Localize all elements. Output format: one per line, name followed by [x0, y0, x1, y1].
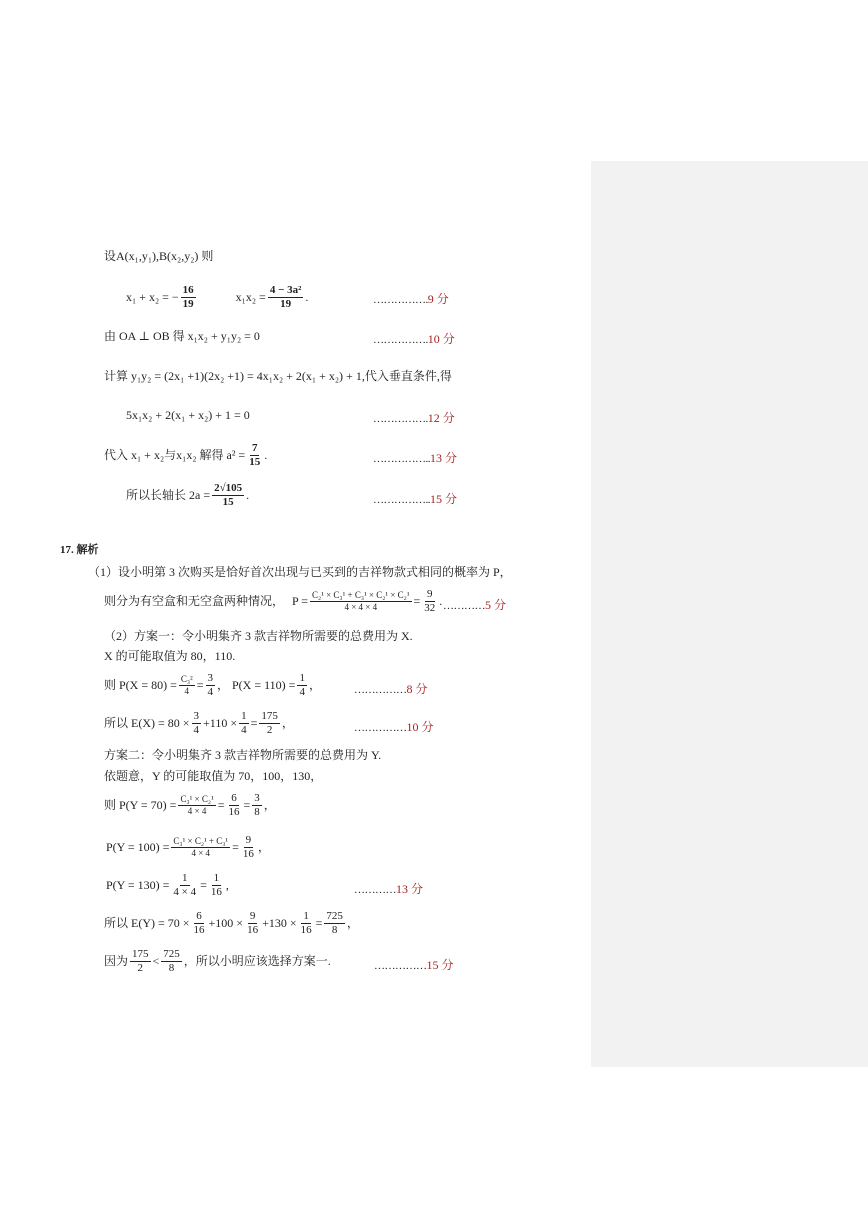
score-points: 13 分: [430, 451, 458, 465]
numerator: 9: [245, 834, 252, 846]
text: ，: [257, 840, 270, 855]
text: 设A(x₁,y₁),B(x₂,y₂) 则: [104, 249, 214, 263]
denominator: 4: [299, 685, 305, 698]
question-17-heading: [60, 545, 99, 556]
dots: ……………..: [373, 453, 430, 465]
denominator: 8: [168, 961, 175, 974]
score-points: 13 分: [396, 882, 424, 896]
denominator: 4: [241, 723, 247, 736]
line-plan1: [104, 630, 413, 642]
numerator: 175: [261, 710, 278, 722]
denominator: 8: [331, 923, 338, 936]
dots: …………: [354, 884, 396, 896]
dots: ……………: [354, 722, 407, 734]
fraction: [209, 872, 224, 898]
score-marker: [373, 330, 455, 347]
fraction: [206, 672, 216, 698]
score-points: 9 分: [427, 292, 449, 306]
numerator: C₃²: [180, 674, 193, 685]
fraction: [171, 872, 198, 898]
numerator: 1: [303, 910, 309, 922]
text: （1）设小明第 3 次购买是恰好首次出现与已买到的吉祥物款式相同的概率为 P，: [88, 565, 512, 579]
line-compute: [104, 370, 452, 382]
text: 则 P(X = 80) =: [104, 678, 177, 693]
text: x₁ + x₂ = −: [126, 290, 179, 305]
denominator: 15: [222, 495, 234, 508]
denominator: 4 × 4: [187, 805, 207, 816]
numerator: 6: [196, 910, 202, 922]
text: .: [246, 488, 250, 503]
score-marker: [374, 956, 454, 973]
denominator: 16: [247, 923, 259, 936]
fraction: [299, 910, 314, 936]
line-equation: [126, 409, 250, 421]
denominator: 19: [182, 297, 194, 310]
dots: ……………: [374, 960, 427, 972]
text: P(Y = 100) =: [106, 840, 170, 855]
fraction: [130, 948, 151, 974]
score-marker: [354, 680, 428, 697]
text: P(Y = 130) =: [106, 878, 170, 893]
fraction: [241, 834, 256, 860]
denominator: 16: [300, 923, 312, 936]
fraction: [268, 284, 304, 310]
numerator: 1: [213, 872, 220, 884]
line-perpendicular: [104, 330, 260, 342]
line-py130: [106, 872, 229, 898]
score-points: 12 分: [427, 411, 455, 425]
numerator: 725: [326, 910, 343, 922]
text: =: [232, 840, 239, 855]
text: 由 OA ⊥ OB 得 x₁x₂ + y₁y₂ = 0: [104, 329, 260, 343]
text: +110 ×: [203, 716, 238, 731]
text: 方案二：令小明集齐 3 款吉祥物所需要的总费用为 Y.: [104, 748, 382, 762]
numerator: 9: [427, 588, 433, 600]
numerator: 3: [254, 792, 260, 804]
text: ，: [308, 678, 321, 693]
fraction: [171, 836, 230, 858]
numerator: C₃¹ × C₂¹ + C₃¹: [173, 836, 229, 847]
comment-pane: [591, 161, 868, 1067]
denominator: 4 × 4: [191, 847, 211, 858]
line-plan2: [104, 749, 381, 761]
dots: …………….: [373, 413, 428, 425]
text: =: [250, 716, 258, 731]
numerator: 3: [207, 672, 213, 684]
text: .: [264, 448, 268, 463]
line-x-values: [104, 650, 235, 662]
line-major-axis: [126, 482, 249, 508]
denominator: 4: [207, 685, 213, 698]
line-part1-intro: [88, 566, 512, 578]
score-marker: [373, 409, 455, 426]
score-points: 15 分: [430, 492, 458, 506]
score-points: 8 分: [406, 682, 428, 696]
fraction: [192, 910, 207, 936]
denominator: 16: [193, 923, 205, 936]
text: +130 ×: [262, 916, 297, 931]
score-points: 5 分: [485, 598, 507, 612]
denominator: 2: [266, 723, 273, 736]
numerator: 4 − 3a²: [269, 284, 302, 296]
text: =: [243, 798, 251, 813]
numerator: 16: [182, 284, 194, 296]
line-sum-product: [126, 284, 308, 310]
numerator: 1: [241, 710, 247, 722]
text: 依题意，Y 的可能取值为 70，100，130，: [104, 769, 323, 783]
score-marker: [354, 718, 434, 735]
score-marker: [373, 290, 449, 307]
fraction: [179, 674, 195, 696]
dots: ……………..: [373, 494, 430, 506]
denominator: 2: [137, 961, 144, 974]
score-marker: [354, 880, 423, 897]
line-ey: [104, 910, 359, 936]
fraction: [226, 792, 241, 818]
text: ， P(X = 110) =: [217, 678, 296, 693]
denominator: 16: [242, 847, 254, 860]
score-points: 10 分: [427, 332, 455, 346]
text: .: [305, 290, 309, 305]
fraction: [297, 672, 307, 698]
fraction: [252, 792, 262, 818]
text: x₁x₂ =: [235, 290, 266, 305]
line-y-values: [104, 770, 322, 782]
text: =: [217, 798, 225, 813]
denominator: 19: [280, 297, 292, 310]
denominator: 32: [424, 601, 436, 614]
fraction: [239, 710, 249, 736]
text: 因为: [104, 954, 129, 969]
numerator: C₃¹ × C₂¹: [180, 794, 214, 805]
fraction: [181, 284, 196, 310]
dots: …………….: [373, 334, 428, 346]
line-py100: [106, 834, 270, 860]
numerator: 725: [163, 948, 180, 960]
numerator: 1: [182, 872, 188, 884]
text: 则分为有空盒和无空盒两种情况，: [104, 594, 285, 609]
text: ，: [281, 716, 294, 731]
denominator: 16: [210, 885, 222, 898]
score-marker: [373, 490, 457, 507]
text: +100 ×: [208, 916, 244, 931]
line-py70: [104, 792, 276, 818]
fraction: [212, 482, 244, 508]
numerator: 7: [251, 442, 258, 454]
text: 则 P(Y = 70) =: [104, 798, 177, 813]
denominator: 4: [193, 723, 200, 736]
numerator: 175: [132, 948, 149, 960]
fraction: [259, 710, 280, 736]
fraction: [245, 910, 260, 936]
numerator: 1: [299, 672, 305, 684]
fraction: [192, 710, 202, 736]
line-solve-a: [104, 442, 267, 468]
text: <: [152, 954, 160, 969]
text: ，: [346, 916, 359, 931]
fraction: [161, 948, 182, 974]
text: =: [196, 678, 204, 693]
line-ex: [104, 710, 294, 736]
text: ,: [225, 878, 229, 893]
fraction: [422, 588, 437, 614]
line-set-points: [104, 250, 213, 262]
score-marker: [373, 449, 457, 466]
text: =: [413, 594, 421, 609]
text: 所以 E(Y) = 70 ×: [104, 916, 190, 931]
text: 所以 E(X) = 80 ×: [104, 716, 190, 731]
text: ，: [263, 798, 276, 813]
text: .: [439, 594, 443, 609]
numerator: 3: [193, 710, 200, 722]
line-part1-prob: [104, 588, 442, 614]
fraction: [310, 590, 412, 612]
text: P =: [292, 594, 309, 609]
fraction: [247, 442, 262, 468]
text: =: [315, 916, 323, 931]
fraction: [324, 910, 345, 936]
text: （2）方案一：令小明集齐 3 款吉祥物所需要的总费用为 X.: [104, 629, 413, 643]
dots: ……………: [354, 684, 407, 696]
numerator: 9: [249, 910, 256, 922]
score-points: 15 分: [426, 958, 454, 972]
dots: …………: [443, 600, 485, 612]
denominator: 15: [249, 455, 261, 468]
text: X 的可能取值为 80，110.: [104, 649, 236, 663]
denominator: 4 × 4: [173, 885, 197, 898]
text: 计算 y₁y₂ = (2x₁ +1)(2x₂ +1) = 4x₁x₂ + 2(x₁ + x₂) + 1,代入垂直条件,得: [104, 369, 452, 383]
denominator: 4: [184, 685, 190, 696]
dots: …………….: [373, 294, 428, 306]
line-conclusion: [104, 948, 331, 974]
denominator: 4 × 4 × 4: [344, 601, 378, 612]
text: =: [200, 878, 207, 893]
numerator: 6: [231, 792, 237, 804]
text: ，所以小明应该选择方案一.: [183, 954, 331, 969]
text: 所以长轴长 2a =: [126, 488, 211, 503]
score-points: 10 分: [406, 720, 434, 734]
line-px: [104, 672, 321, 698]
text: 17. 解析: [60, 544, 99, 556]
denominator: 8: [254, 805, 260, 818]
denominator: 16: [228, 805, 240, 818]
text: 代入 x₁ + x₂与x₁x₂ 解得 a² =: [104, 448, 246, 463]
numerator: 2√105: [214, 482, 243, 494]
score-marker: [443, 596, 506, 613]
fraction: [178, 794, 215, 816]
numerator: C₂¹ × C₃¹ + C₃¹ × C₂¹ × C₂¹: [312, 590, 410, 601]
text: 5x₁x₂ + 2(x₁ + x₂) + 1 = 0: [126, 408, 250, 422]
